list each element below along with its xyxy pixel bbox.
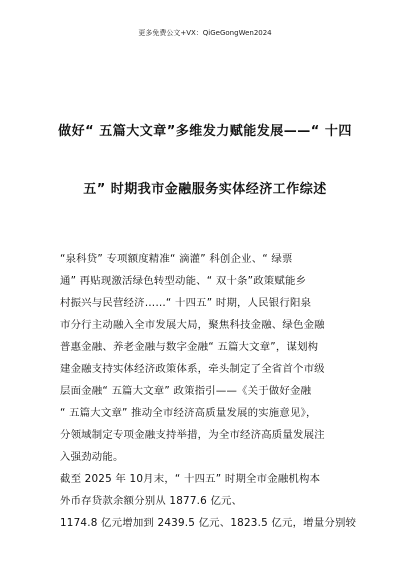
body-line: 入强劲动能。 [60, 451, 124, 463]
document-title-line-1: 做好“ 五篇大文章”多维发力赋能发展——“ 十四 [58, 124, 352, 139]
body-line: 1174.8 亿元增加到 2439.5 亿元、1823.5 亿元，增量分别较 [60, 517, 357, 529]
body-line: 截至 2025 年 10月末，“ 十四五” 时期全市金融机构本 [60, 473, 321, 485]
body-line: 普惠金融、养老金融与数字金融“ 五篇大文章”，谋划构 [60, 341, 319, 353]
document-body [60, 248, 360, 534]
body-line: 市分行主动融入全市发展大局，聚焦科技金融、绿色金融 [60, 319, 325, 331]
document-title-line-2: 五” 时期我市金融服务实体经济工作综述 [83, 182, 327, 197]
page-header-note: 更多免费公文+VX：QiGeGongWen2024 [138, 29, 272, 37]
paragraph-1 [60, 248, 360, 468]
body-line: 层面金融“ 五篇大文章” 政策指引——《关于做好金融 [60, 385, 312, 397]
body-line: 通” 再贴现激活绿色转型动能、“ 双十条”政策赋能乡 [60, 275, 307, 287]
body-line: “泉科贷” 专项额度精准“ 滴灌” 科创企业、“ 绿票 [60, 253, 293, 265]
paragraph-2 [60, 468, 360, 534]
body-line: 村振兴与民营经济……“ 十四五” 时期，人民银行阳泉 [60, 297, 312, 309]
body-line: 建金融支持实体经济政策体系，牵头制定了全省首个市级 [60, 363, 325, 375]
body-line: 分领域制定专项金融支持举措，为全市经济高质量发展注 [60, 429, 325, 441]
body-line: “ 五篇大文章” 推动全市经济高质量发展的实施意见》， [60, 407, 317, 419]
body-line: 外币存贷款余额分别从 1877.6 亿元、 [60, 495, 243, 507]
